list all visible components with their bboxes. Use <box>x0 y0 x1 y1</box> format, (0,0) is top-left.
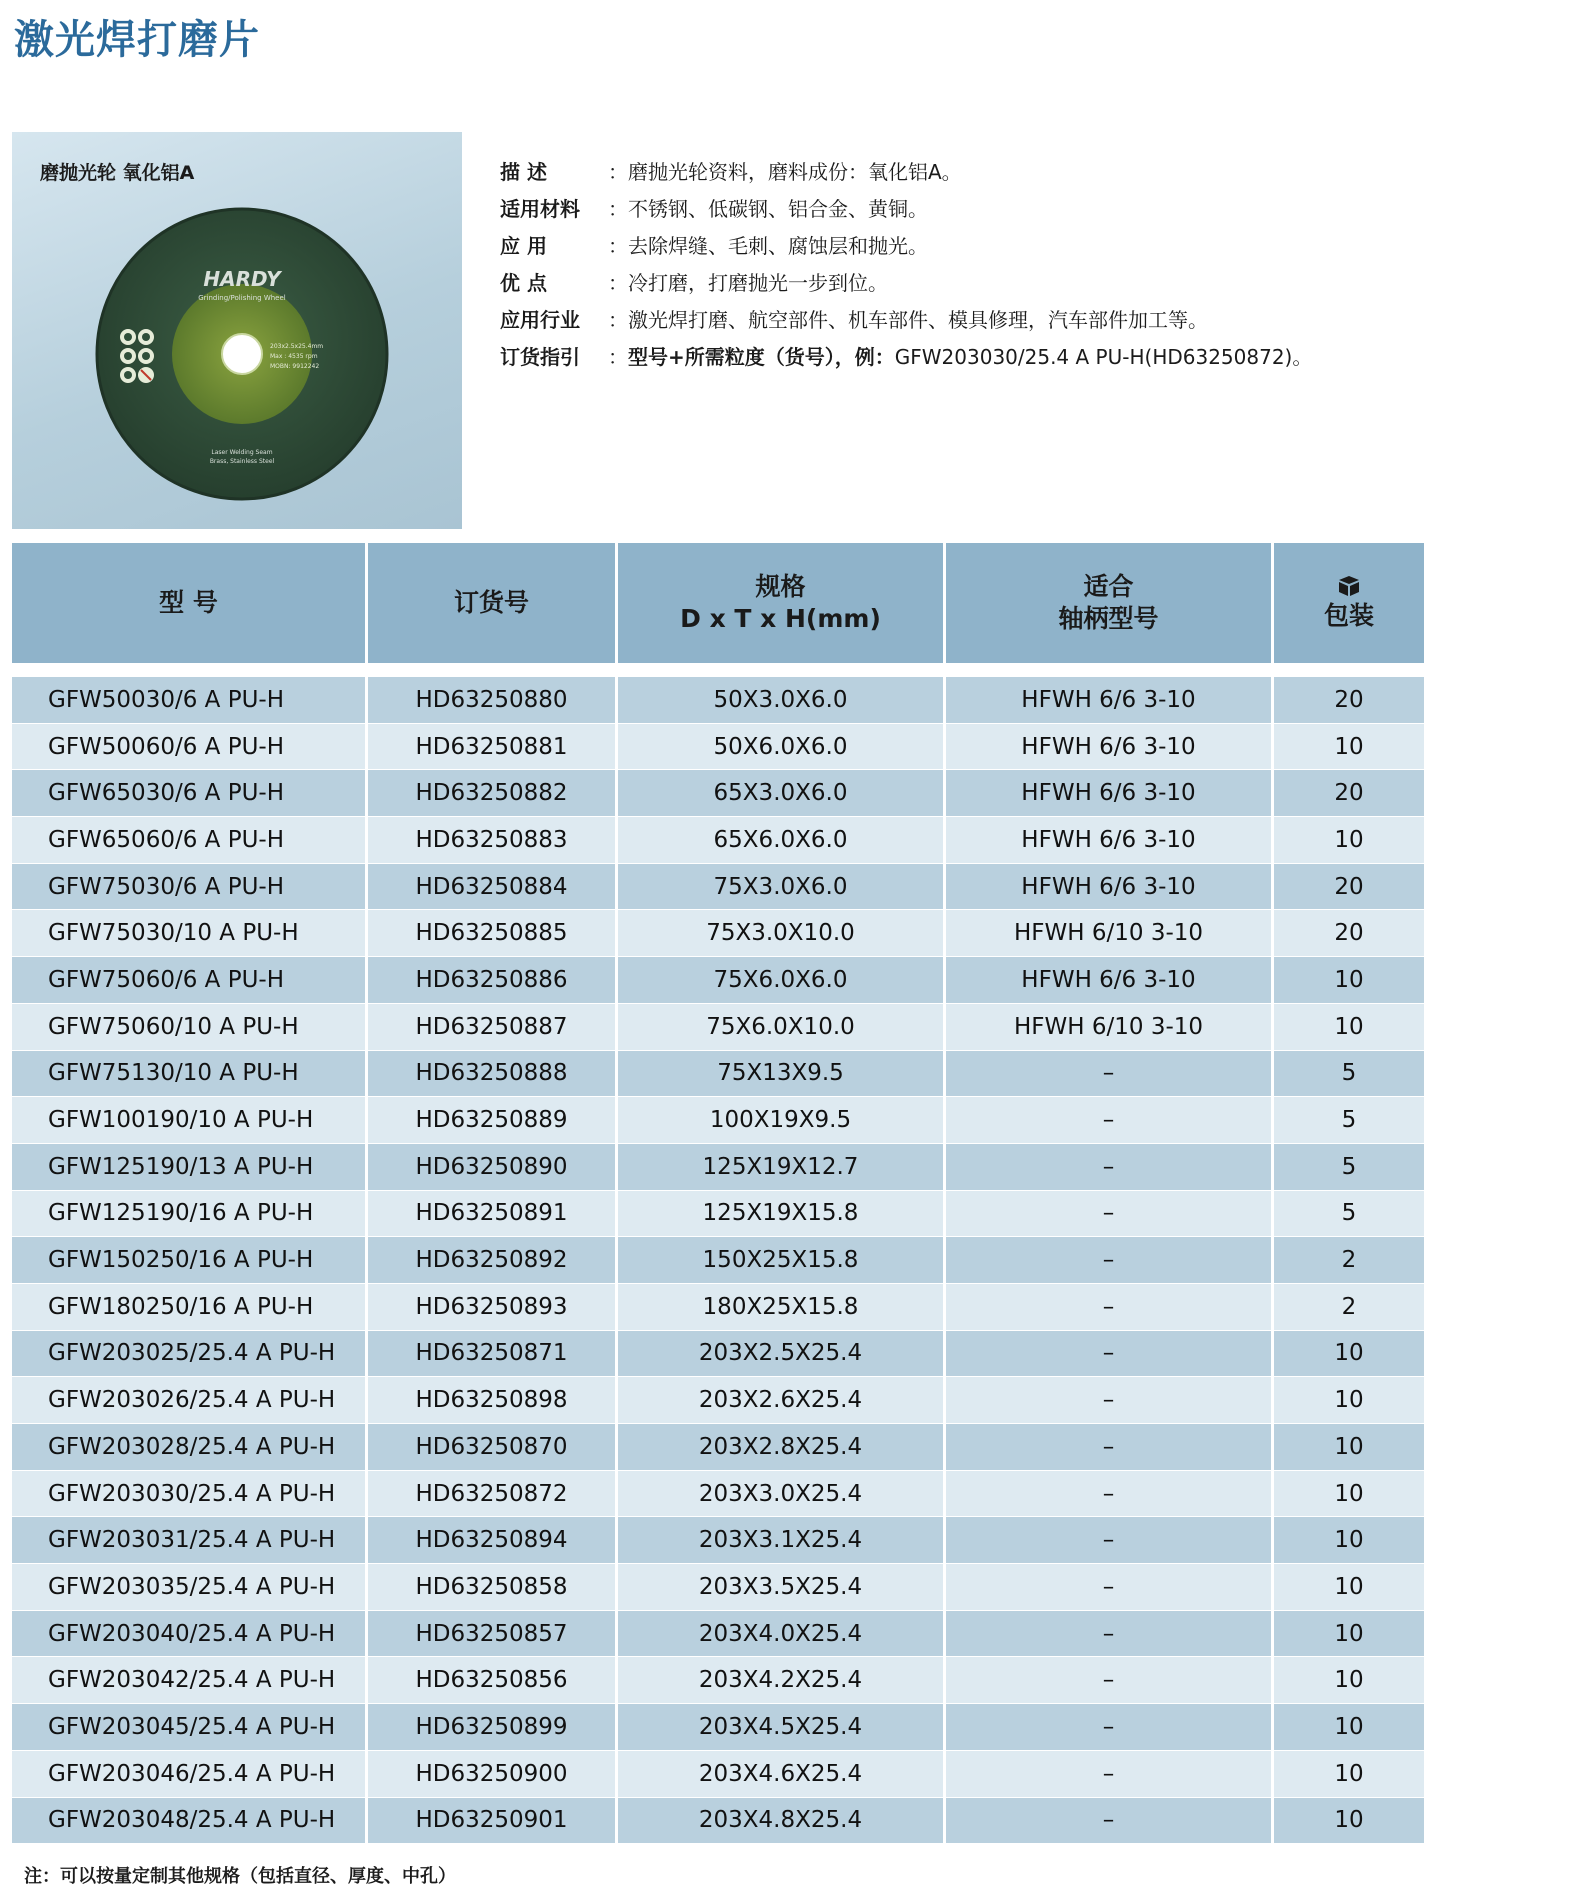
cell-spec: 75X6.0X10.0 <box>618 1004 946 1051</box>
cell-order-no: HD63250898 <box>368 1377 618 1424</box>
cell-pack: 20 <box>1274 677 1424 724</box>
cell-order-no: HD63250858 <box>368 1564 618 1611</box>
cell-model: GFW100190/10 A PU-H <box>12 1097 368 1144</box>
cell-model: GFW75030/6 A PU-H <box>12 864 368 911</box>
table-row <box>12 1704 1424 1751</box>
cell-spec: 75X13X9.5 <box>618 1051 946 1098</box>
cell-shank: – <box>946 1517 1274 1564</box>
cell-shank: – <box>946 1284 1274 1331</box>
cell-order-no: HD63250900 <box>368 1751 618 1798</box>
header-shank-line1: 适合 <box>1083 572 1134 601</box>
cell-model: GFW203028/25.4 A PU-H <box>12 1424 368 1471</box>
cell-order-no: HD63250899 <box>368 1704 618 1751</box>
cell-pack: 10 <box>1274 1377 1424 1424</box>
cell-pack: 10 <box>1274 957 1424 1004</box>
cell-order-no: HD63250893 <box>368 1284 618 1331</box>
cell-model: GFW203048/25.4 A PU-H <box>12 1798 368 1845</box>
table-row <box>12 1471 1424 1518</box>
footnote: 注：可以按量定制其他规格（包括直径、厚度、中孔） <box>24 1866 456 1887</box>
cell-pack: 5 <box>1274 1097 1424 1144</box>
cell-model: GFW125190/16 A PU-H <box>12 1191 368 1238</box>
desc-row-advantages: 优 点 ： 冷打磨，打磨抛光一步到位。 <box>500 263 1312 300</box>
cell-pack: 20 <box>1274 910 1424 957</box>
cell-model: GFW203045/25.4 A PU-H <box>12 1704 368 1751</box>
cell-model: GFW75060/10 A PU-H <box>12 1004 368 1051</box>
cell-model: GFW203035/25.4 A PU-H <box>12 1564 368 1611</box>
header-model: 型 号 <box>12 543 368 663</box>
cell-order-no: HD63250880 <box>368 677 618 724</box>
cell-spec: 203X4.8X25.4 <box>618 1798 946 1845</box>
product-image-panel <box>12 132 462 529</box>
desc-value-bold: 型号+所需粒度（货号），例： <box>628 345 895 369</box>
cell-pack: 5 <box>1274 1191 1424 1238</box>
header-spec-line2: D x T x H(mm) <box>680 604 881 633</box>
desc-key: 订货指引 <box>500 345 580 369</box>
cell-order-no: HD63250872 <box>368 1471 618 1518</box>
cell-spec: 75X3.0X10.0 <box>618 910 946 957</box>
product-table <box>12 543 1424 1844</box>
cell-shank: – <box>946 1331 1274 1378</box>
cell-order-no: HD63250892 <box>368 1237 618 1284</box>
table-row <box>12 1097 1424 1144</box>
product-label: 磨抛光轮 氧化铝A <box>40 162 195 184</box>
cell-order-no: HD63250870 <box>368 1424 618 1471</box>
table-row <box>12 770 1424 817</box>
cell-pack: 2 <box>1274 1237 1424 1284</box>
table-row <box>12 1798 1424 1845</box>
wheel-brand: HARDY <box>203 267 281 291</box>
cell-shank: HFWH 6/6 3-10 <box>946 864 1274 911</box>
desc-row-description: 描 述 ： 磨抛光轮资料，磨料成份：氧化铝A。 <box>500 152 1312 189</box>
cell-model: GFW125190/13 A PU-H <box>12 1144 368 1191</box>
cell-shank: HFWH 6/6 3-10 <box>946 677 1274 724</box>
header-pack-label: 包装 <box>1323 601 1374 630</box>
cell-order-no: HD63250891 <box>368 1191 618 1238</box>
cell-model: GFW203030/25.4 A PU-H <box>12 1471 368 1518</box>
cell-shank: HFWH 6/10 3-10 <box>946 1004 1274 1051</box>
cell-model: GFW75030/10 A PU-H <box>12 910 368 957</box>
cell-spec: 203X3.5X25.4 <box>618 1564 946 1611</box>
cell-shank: – <box>946 1097 1274 1144</box>
cell-order-no: HD63250881 <box>368 724 618 771</box>
cell-spec: 75X6.0X6.0 <box>618 957 946 1004</box>
desc-value: 冷打磨，打磨抛光一步到位。 <box>628 271 888 295</box>
cell-model: GFW75060/6 A PU-H <box>12 957 368 1004</box>
cell-model: GFW203046/25.4 A PU-H <box>12 1751 368 1798</box>
cell-shank: – <box>946 1704 1274 1751</box>
cell-order-no: HD63250856 <box>368 1657 618 1704</box>
table-row <box>12 910 1424 957</box>
table-row <box>12 1144 1424 1191</box>
cell-pack: 5 <box>1274 1144 1424 1191</box>
cell-pack: 10 <box>1274 817 1424 864</box>
cell-spec: 150X25X15.8 <box>618 1237 946 1284</box>
table-row <box>12 1611 1424 1658</box>
cell-pack: 10 <box>1274 1004 1424 1051</box>
table-row <box>12 1191 1424 1238</box>
cell-shank: HFWH 6/6 3-10 <box>946 817 1274 864</box>
table-row <box>12 864 1424 911</box>
cell-order-no: HD63250871 <box>368 1331 618 1378</box>
grinding-wheel-image <box>92 204 392 504</box>
cell-shank: – <box>946 1657 1274 1704</box>
wheel-bottom-1: Laser Welding Seam <box>211 449 273 456</box>
cell-pack: 10 <box>1274 1564 1424 1611</box>
cell-spec: 203X4.2X25.4 <box>618 1657 946 1704</box>
cell-shank: HFWH 6/6 3-10 <box>946 724 1274 771</box>
cell-spec: 203X4.6X25.4 <box>618 1751 946 1798</box>
desc-row-materials: 适用材料 ： 不锈钢、低碳钢、铝合金、黄铜。 <box>500 189 1312 226</box>
cell-pack: 20 <box>1274 770 1424 817</box>
cell-pack: 10 <box>1274 1751 1424 1798</box>
cell-order-no: HD63250888 <box>368 1051 618 1098</box>
table-row <box>12 677 1424 724</box>
cell-shank: – <box>946 1237 1274 1284</box>
table-row <box>12 1564 1424 1611</box>
cell-model: GFW203025/25.4 A PU-H <box>12 1331 368 1378</box>
cell-spec: 203X2.8X25.4 <box>618 1424 946 1471</box>
cell-pack: 10 <box>1274 1517 1424 1564</box>
cell-model: GFW65060/6 A PU-H <box>12 817 368 864</box>
cell-spec: 65X3.0X6.0 <box>618 770 946 817</box>
table-row <box>12 1517 1424 1564</box>
cell-model: GFW75130/10 A PU-H <box>12 1051 368 1098</box>
cell-shank: HFWH 6/10 3-10 <box>946 910 1274 957</box>
table-row <box>12 1751 1424 1798</box>
table-row <box>12 724 1424 771</box>
table-row <box>12 1004 1424 1051</box>
cell-model: GFW203040/25.4 A PU-H <box>12 1611 368 1658</box>
desc-value: 不锈钢、低碳钢、铝合金、黄铜。 <box>628 197 928 221</box>
cell-pack: 5 <box>1274 1051 1424 1098</box>
cell-spec: 50X6.0X6.0 <box>618 724 946 771</box>
cell-order-no: HD63250882 <box>368 770 618 817</box>
desc-key: 应用行业 <box>500 308 580 332</box>
table-row <box>12 1051 1424 1098</box>
table-row <box>12 1424 1424 1471</box>
cell-spec: 100X19X9.5 <box>618 1097 946 1144</box>
table-row <box>12 1331 1424 1378</box>
cell-model: GFW65030/6 A PU-H <box>12 770 368 817</box>
desc-row-industries: 应用行业 ： 激光焊打磨、航空部件、机车部件、模具修理，汽车部件加工等。 <box>500 300 1312 337</box>
cell-pack: 10 <box>1274 1424 1424 1471</box>
cell-shank: – <box>946 1751 1274 1798</box>
cell-model: GFW50030/6 A PU-H <box>12 677 368 724</box>
desc-key: 优 点 <box>500 271 547 295</box>
cell-spec: 203X4.5X25.4 <box>618 1704 946 1751</box>
table-body <box>12 677 1424 1844</box>
cell-pack: 10 <box>1274 1657 1424 1704</box>
wheel-bottom-2: Brass, Stainless Steel <box>209 458 275 465</box>
cell-shank: – <box>946 1564 1274 1611</box>
cell-pack: 10 <box>1274 1471 1424 1518</box>
cell-shank: HFWH 6/6 3-10 <box>946 770 1274 817</box>
cell-order-no: HD63250887 <box>368 1004 618 1051</box>
cell-spec: 65X6.0X6.0 <box>618 817 946 864</box>
desc-value: 磨抛光轮资料，磨料成份：氧化铝A。 <box>628 160 962 184</box>
table-row <box>12 1237 1424 1284</box>
header-spec <box>618 543 946 663</box>
cell-spec: 125X19X15.8 <box>618 1191 946 1238</box>
desc-value: GFW203030/25.4 A PU-H(HD63250872)。 <box>894 345 1313 369</box>
desc-row-application: 应 用 ： 去除焊缝、毛刺、腐蚀层和抛光。 <box>500 226 1312 263</box>
desc-row-order-guide: 订货指引 ： 型号+所需粒度（货号），例：GFW203030/25.4 A PU-H(HD63250872)。 <box>500 337 1312 374</box>
cell-shank: – <box>946 1191 1274 1238</box>
cell-pack: 10 <box>1274 724 1424 771</box>
table-row <box>12 957 1424 1004</box>
header-shank <box>946 543 1274 663</box>
header-order-no: 订货号 <box>368 543 618 663</box>
cell-spec: 125X19X12.7 <box>618 1144 946 1191</box>
cell-shank: – <box>946 1471 1274 1518</box>
cell-shank: HFWH 6/6 3-10 <box>946 957 1274 1004</box>
wheel-spec-2: Max : 4535 rpm <box>270 353 318 360</box>
cell-model: GFW203042/25.4 A PU-H <box>12 1657 368 1704</box>
table-row <box>12 1377 1424 1424</box>
cell-spec: 203X2.5X25.4 <box>618 1331 946 1378</box>
table-row <box>12 1657 1424 1704</box>
cell-shank: – <box>946 1424 1274 1471</box>
cell-spec: 203X4.0X25.4 <box>618 1611 946 1658</box>
cell-order-no: HD63250883 <box>368 817 618 864</box>
cell-order-no: HD63250857 <box>368 1611 618 1658</box>
cell-pack: 20 <box>1274 864 1424 911</box>
cell-model: GFW150250/16 A PU-H <box>12 1237 368 1284</box>
cell-pack: 10 <box>1274 1798 1424 1845</box>
box-icon <box>1336 574 1362 598</box>
table-row <box>12 1284 1424 1331</box>
header-spec-line1: 规格 <box>755 572 806 601</box>
product-description <box>500 152 1312 374</box>
desc-key: 描 述 <box>500 160 547 184</box>
cell-pack: 10 <box>1274 1704 1424 1751</box>
desc-value: 去除焊缝、毛刺、腐蚀层和抛光。 <box>628 234 928 258</box>
cell-order-no: HD63250901 <box>368 1798 618 1845</box>
table-header-row <box>12 543 1424 663</box>
cell-spec: 203X3.1X25.4 <box>618 1517 946 1564</box>
cell-shank: – <box>946 1144 1274 1191</box>
cell-spec: 75X3.0X6.0 <box>618 864 946 911</box>
cell-shank: – <box>946 1051 1274 1098</box>
desc-key: 适用材料 <box>500 197 580 221</box>
header-pack <box>1274 543 1424 663</box>
cell-order-no: HD63250894 <box>368 1517 618 1564</box>
table-row <box>12 817 1424 864</box>
cell-model: GFW50060/6 A PU-H <box>12 724 368 771</box>
cell-shank: – <box>946 1377 1274 1424</box>
wheel-spec-3: MOBN: 9912242 <box>270 363 320 370</box>
cell-pack: 10 <box>1274 1331 1424 1378</box>
cell-spec: 203X3.0X25.4 <box>618 1471 946 1518</box>
cell-model: GFW203026/25.4 A PU-H <box>12 1377 368 1424</box>
header-shank-line2: 轴柄型号 <box>1058 604 1159 633</box>
cell-order-no: HD63250889 <box>368 1097 618 1144</box>
cell-shank: – <box>946 1798 1274 1845</box>
page-title: 激光焊打磨片 <box>14 17 260 63</box>
cell-order-no: HD63250890 <box>368 1144 618 1191</box>
cell-order-no: HD63250884 <box>368 864 618 911</box>
cell-spec: 50X3.0X6.0 <box>618 677 946 724</box>
desc-value: 激光焊打磨、航空部件、机车部件、模具修理，汽车部件加工等。 <box>628 308 1208 332</box>
cell-spec: 180X25X15.8 <box>618 1284 946 1331</box>
cell-order-no: HD63250886 <box>368 957 618 1004</box>
desc-key: 应 用 <box>500 234 547 258</box>
cell-pack: 10 <box>1274 1611 1424 1658</box>
cell-model: GFW180250/16 A PU-H <box>12 1284 368 1331</box>
cell-order-no: HD63250885 <box>368 910 618 957</box>
cell-pack: 2 <box>1274 1284 1424 1331</box>
cell-spec: 203X2.6X25.4 <box>618 1377 946 1424</box>
wheel-spec-1: 203x2.5x25.4mm <box>270 343 324 350</box>
cell-shank: – <box>946 1611 1274 1658</box>
wheel-subtitle: Grinding/Polishing Wheel <box>198 294 286 302</box>
cell-model: GFW203031/25.4 A PU-H <box>12 1517 368 1564</box>
